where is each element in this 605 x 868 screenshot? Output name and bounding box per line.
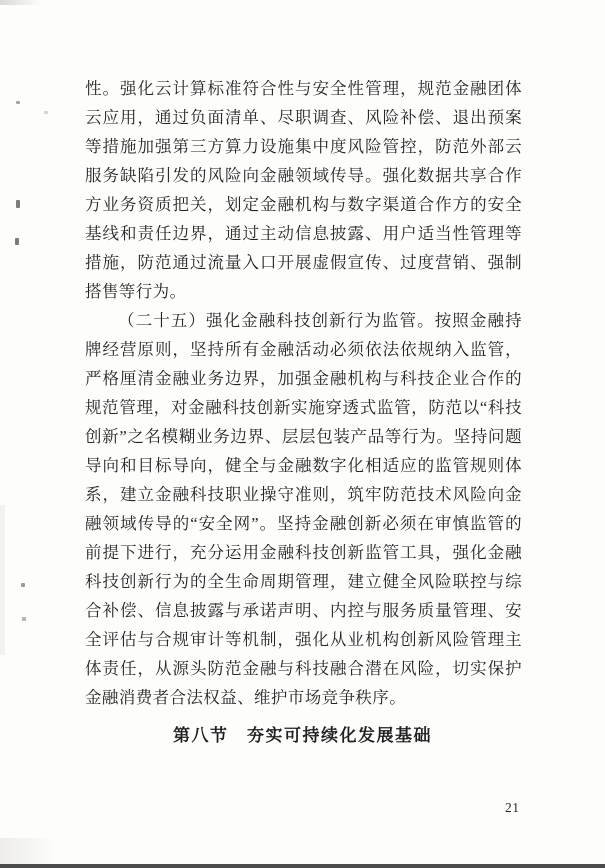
document-body xyxy=(85,74,522,712)
paragraph-continuation: 性。强化云计算标准符合性与安全性管理，规范金融团体云应用，通过负面清单、尽职调查、风险补偿、退出预案等措施加强第三方算力设施集中度风险管控，防范外部云服务缺陷引发的风险向金融领域传导。强化数据共享合作方业务资质把关，划定金融机构与数字渠道合作方的安全基线和责任边界，通过主动信息披露、用户适当性管理等措施，防范通过流量入口开展虚假宣传、过度营销、强制搭售等行为。 xyxy=(85,79,522,301)
scan-speck xyxy=(21,583,25,587)
scan-speck xyxy=(16,101,20,104)
scan-edge-band xyxy=(0,505,5,655)
scan-speck xyxy=(16,200,20,208)
scan-speck xyxy=(22,617,26,621)
scan-speck xyxy=(15,238,19,245)
section-heading: 第八节 夯实可持续化发展基础 xyxy=(173,726,432,745)
scan-shadow-top-left xyxy=(0,0,42,5)
scanner-bottom-edge xyxy=(0,864,605,868)
scan-speck xyxy=(44,111,48,114)
paragraph-clause-25: （二十五）强化金融科技创新行为监管。按照金融持牌经营原则，坚持所有金融活动必须依法依规纳入监管，严格厘清金融业务边界，加强金融机构与科技企业合作的规范管理，对金融科技创新实施穿透式监管，防范以“科技创新”之名模糊业务边界、层层包装产品等行为。坚持问题导向和目标导向，健全与金融数字化相适应的监管规则体系，建立金融科技职业操守准则，筑牢防范技术风险向金融领域传导的“安全网”。坚持金融创新必须在审慎监管的前提下进行，充分运用金融科技创新监管工具，强化金融科技创新行为的全生命周期管理，建立健全风险联控与综合补偿、信息披露与承诺声明、内控与服务质量管理、安全评估与合规审计等机制，强化从业机构创新风险管理主体责任，从源头防范金融与科技融合潜在风险，切实保护金融消费者合法权益、维护市场竞争秩序。 xyxy=(85,311,522,707)
page-number: 21 xyxy=(505,800,520,815)
scan-smudge-bottom-left xyxy=(0,838,56,864)
